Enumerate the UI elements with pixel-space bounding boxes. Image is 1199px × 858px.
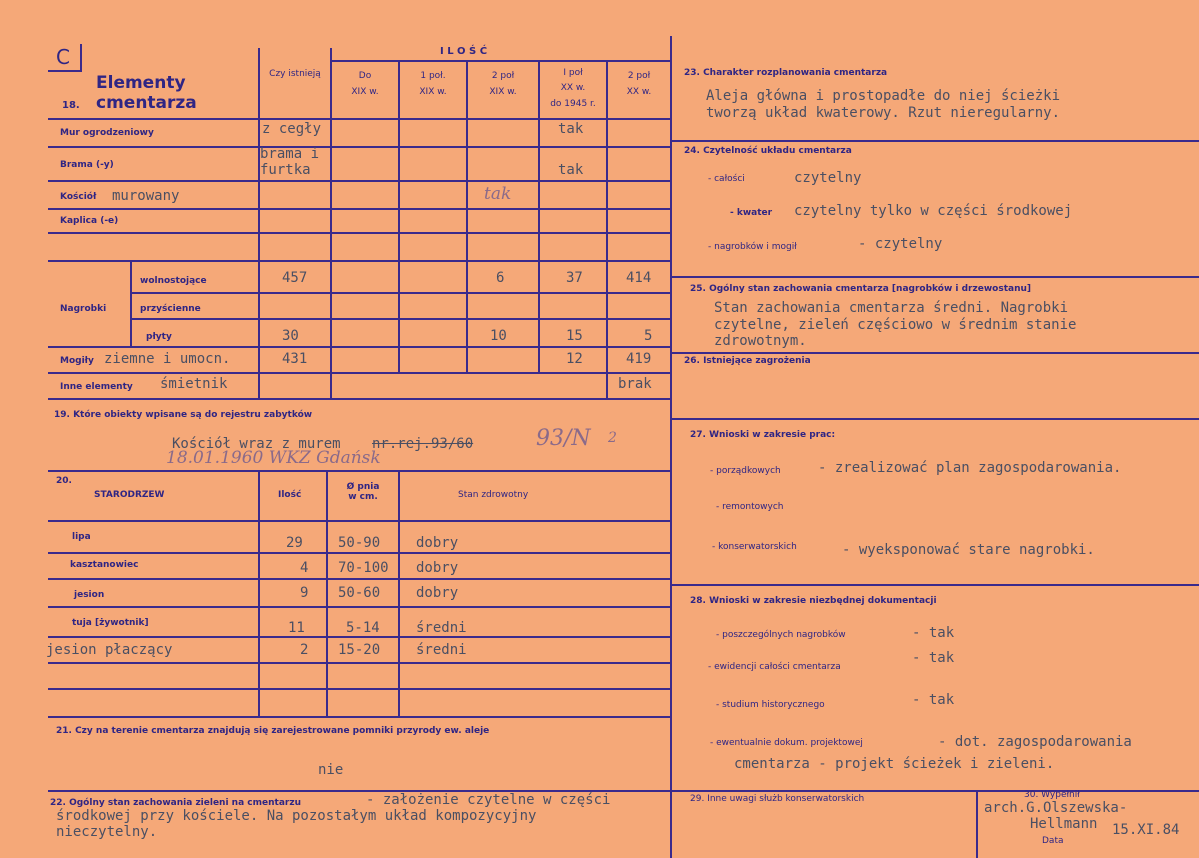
mur-p20a: tak xyxy=(558,121,584,137)
s19-label: 19. Które obiekty wpisane są do rejestru zabytków xyxy=(54,410,313,420)
section-title-line1: Elementy xyxy=(96,73,186,93)
row-label-mur: Mur ogrodzeniowy xyxy=(60,128,154,138)
s21-label: 21. Czy na terenie cmentarza znajdują się zarejestrowane pomniki przyrody ew. aleje xyxy=(56,726,490,736)
row-label-inne: Inne elementy xyxy=(60,382,133,392)
wolno-exists: 457 xyxy=(282,270,308,286)
wolno-p20b: 414 xyxy=(626,270,652,286)
brama-exists-l2: furtka xyxy=(260,162,311,178)
section-letter: C xyxy=(56,45,70,69)
col-exists-header: Czy istnieją xyxy=(269,69,321,79)
rule xyxy=(48,146,670,148)
inne-p20b: brak xyxy=(618,376,652,392)
wolno-p19b: 6 xyxy=(496,270,505,286)
inne-type: śmietnik xyxy=(160,376,228,392)
s20-col-name: STARODRZEW xyxy=(94,490,165,500)
rule xyxy=(48,398,670,400)
col-header-line: XIX w. xyxy=(351,87,379,98)
col-header-line: XIX w. xyxy=(489,87,517,98)
s24-kwater: czytelny tylko w części środkowej xyxy=(794,203,1073,219)
col-header-line: Do xyxy=(358,71,372,81)
plyty-p19b: 10 xyxy=(490,328,507,344)
row-label-kaplica: Kaplica (-e) xyxy=(60,216,119,226)
column-divider xyxy=(670,36,672,858)
rule xyxy=(48,260,670,262)
s20-col-diam-line: Ø pnia xyxy=(346,482,380,492)
s28-c: - tak xyxy=(912,692,955,708)
s19-handwritten-register: 93/N xyxy=(536,426,591,451)
s24-label: 24. Czytelność układu cmentarza xyxy=(684,146,852,156)
s20-col-qty: Ilość xyxy=(278,490,302,500)
s30-name-line2: Hellmann xyxy=(1030,816,1098,832)
s19-handwritten-date: 18.01.1960 WKZ Gdańsk xyxy=(166,448,381,468)
s30-date: 15.XI.84 xyxy=(1112,822,1180,838)
mogily-p20b: 419 xyxy=(626,351,652,367)
rule xyxy=(330,60,670,62)
col-header-line: 2 poł xyxy=(627,71,651,81)
s28-d2: cmentarza - projekt ścieżek i zieleni. xyxy=(734,756,1055,772)
rule xyxy=(670,276,1199,278)
row-label-przyscienne: przyścienne xyxy=(140,304,201,314)
col-header-line: 1 poł. xyxy=(420,71,446,81)
tree-qty: 4 xyxy=(300,560,309,576)
section-number: 18. xyxy=(62,100,80,111)
rule xyxy=(670,352,1199,354)
mogily-type: ziemne i umocn. xyxy=(104,351,231,367)
s25-label: 25. Ogólny stan zachowania cmentarza [nagrobków i drzewostanu] xyxy=(690,284,1031,294)
plyty-p20b: 5 xyxy=(644,328,653,344)
tree-diam: 15-20 xyxy=(338,642,381,658)
rule xyxy=(326,470,328,716)
rule xyxy=(606,60,608,398)
s19-typed: Kościół wraz z murem xyxy=(172,436,341,452)
tree-diam: 50-90 xyxy=(338,535,381,551)
rule xyxy=(670,418,1199,420)
rule xyxy=(258,48,260,398)
tree-qty: 11 xyxy=(288,620,305,636)
s25-line2: czytelne, zieleń częściowo w średnim stanie xyxy=(714,317,1077,333)
col-header-2pol-xx xyxy=(608,68,670,100)
s30-date-label: Data xyxy=(1042,836,1064,846)
row-label-wolnostojace: wolnostojące xyxy=(140,276,207,286)
section-letter-box xyxy=(48,44,82,72)
tree-health: średni xyxy=(416,620,467,636)
rule xyxy=(670,584,1199,586)
tree-name: jesion xyxy=(74,590,105,600)
row-label-mogily: Mogiły xyxy=(60,356,94,366)
s28-b: - tak xyxy=(912,650,955,666)
rule xyxy=(48,688,670,690)
s25-line3: zdrowotnym. xyxy=(714,333,807,349)
tree-health: średni xyxy=(416,642,467,658)
mur-exists: z cegły xyxy=(262,121,322,137)
s27-rem-label: - remontowych xyxy=(716,502,784,512)
rule xyxy=(48,118,670,120)
rule xyxy=(48,180,670,182)
s24-calosci: czytelny xyxy=(794,170,862,186)
rule xyxy=(48,606,670,608)
col-header-line: 2 poł xyxy=(491,71,515,81)
col-header-line: XX w. xyxy=(560,83,586,94)
plyty-exists: 30 xyxy=(282,328,299,344)
row-label-brama: Brama (-y) xyxy=(60,160,114,170)
s27-porz: - zrealizować plan zagospodarowania. xyxy=(818,460,1122,476)
col-header-line: do 1945 r. xyxy=(550,98,596,109)
s28-c-label: - studium historycznego xyxy=(716,700,825,710)
plyty-p20a: 15 xyxy=(566,328,583,344)
brama-p20a: tak xyxy=(558,162,584,178)
rule xyxy=(48,470,670,472)
col-header-2pol-xix xyxy=(468,68,538,100)
rule xyxy=(670,140,1199,142)
s24-nagrob: - czytelny xyxy=(858,236,943,252)
rule xyxy=(466,60,468,372)
s30-label: 30. Wypełnił xyxy=(1024,790,1080,800)
rule xyxy=(130,260,132,346)
s28-a: - tak xyxy=(912,625,955,641)
s27-kons-label: - konserwatorskich xyxy=(712,542,797,552)
col-header-line: XIX w. xyxy=(419,87,447,98)
rule xyxy=(130,318,670,320)
section-title-line2: cmentarza xyxy=(96,93,197,113)
tree-health: dobry xyxy=(416,560,459,576)
tree-diam: 70-100 xyxy=(338,560,389,576)
s20-col-health: Stan zdrowotny xyxy=(458,490,529,500)
s24-nagrob-label: - nagrobków i mogił xyxy=(708,242,797,252)
tree-diam: 5-14 xyxy=(346,620,380,636)
row-label-kosciol: Kościół xyxy=(60,192,97,202)
tree-health: dobry xyxy=(416,585,459,601)
rule xyxy=(48,578,670,580)
tree-name: tuja [żywotnik] xyxy=(72,618,149,628)
s20-number: 20. xyxy=(56,476,72,486)
tree-diam: 50-60 xyxy=(338,585,381,601)
s20-col-diam xyxy=(330,482,396,503)
s27-kons: - wyeksponować stare nagrobki. xyxy=(842,542,1095,558)
s20-col-diam-line: w cm. xyxy=(348,492,378,503)
kosciol-p19b: tak xyxy=(484,184,512,204)
s21-value: nie xyxy=(318,762,344,778)
col-header-line: I poł xyxy=(563,68,583,78)
tree-qty: 9 xyxy=(300,585,309,601)
mogily-exists: 431 xyxy=(282,351,308,367)
s28-d-label: - ewentualnie dokum. projektowej xyxy=(710,738,863,748)
s28-label: 28. Wnioski w zakresie niezbędnej dokumentacji xyxy=(690,596,937,606)
s26-label: 26. Istniejące zagrożenia xyxy=(684,356,811,366)
s19-struck-register: nr.rej.93/60 xyxy=(372,436,474,452)
tree-qty: 2 xyxy=(300,642,309,658)
rule xyxy=(48,208,670,210)
s25-line1: Stan zachowania cmentarza średni. Nagrobki xyxy=(714,300,1069,316)
rule xyxy=(976,790,978,858)
s24-kwater-label: - kwater xyxy=(730,208,773,218)
s23-label: 23. Charakter rozplanowania cmentarza xyxy=(684,68,888,78)
tree-health: dobry xyxy=(416,535,459,551)
brama-exists-l1: brama i xyxy=(260,146,320,162)
row-label-nagrobki: Nagrobki xyxy=(60,304,107,314)
col-header-1pol-xix xyxy=(400,68,466,100)
s24-calosci-label: - całości xyxy=(708,174,745,184)
row-label-plyty: płyty xyxy=(146,332,172,342)
s27-label: 27. Wnioski w zakresie prac: xyxy=(690,430,836,440)
s22-label: 22. Ogólny stan zachowania zieleni na cmentarzu xyxy=(50,798,301,808)
tree-name: jesion płaczący xyxy=(46,642,173,658)
wolno-p20a: 37 xyxy=(566,270,583,286)
rule xyxy=(48,552,670,554)
col-header-do-xix xyxy=(332,68,398,100)
s27-porz-label: - porządkowych xyxy=(710,466,781,476)
s19-handwritten-suffix: 2 xyxy=(608,430,617,446)
tree-name: kasztanowiec xyxy=(70,560,139,570)
s22-line1: - założenie czytelne w części xyxy=(366,792,611,808)
mogily-p20a: 12 xyxy=(566,351,583,367)
col-header-1pol-xx xyxy=(540,66,606,112)
s28-d1: - dot. zagospodarowania xyxy=(938,734,1132,750)
s22-line2: środkowej przy kościele. Na pozostałym układ kompozycyjny xyxy=(56,808,537,824)
kosciol-material: murowany xyxy=(112,188,180,204)
rule xyxy=(48,232,670,234)
rule xyxy=(330,48,332,398)
s23-line1: Aleja główna i prostopadłe do niej ścieżki xyxy=(706,88,1061,104)
s30-name-line1: arch.G.Olszewska- xyxy=(984,800,1128,816)
s29-label: 29. Inne uwagi służb konserwatorskich xyxy=(690,794,865,804)
tree-name: lipa xyxy=(72,532,91,542)
s28-b-label: - ewidencji całości cmentarza xyxy=(708,662,841,672)
rule xyxy=(398,60,400,372)
tree-qty: 29 xyxy=(286,535,303,551)
ilosc-header: I L O Ś Ć xyxy=(440,46,488,57)
rule xyxy=(48,716,670,718)
rule xyxy=(258,470,260,716)
rule xyxy=(48,520,670,522)
s23-line2: tworzą układ kwaterowy. Rzut nieregularny. xyxy=(706,105,1061,121)
rule xyxy=(130,292,670,294)
s22-line3: nieczytelny. xyxy=(56,824,158,840)
rule xyxy=(398,470,400,716)
rule xyxy=(48,346,670,348)
rule xyxy=(48,372,670,374)
rule xyxy=(48,662,670,664)
col-header-line: XX w. xyxy=(626,87,652,98)
s28-a-label: - poszczególnych nagrobków xyxy=(716,630,846,640)
